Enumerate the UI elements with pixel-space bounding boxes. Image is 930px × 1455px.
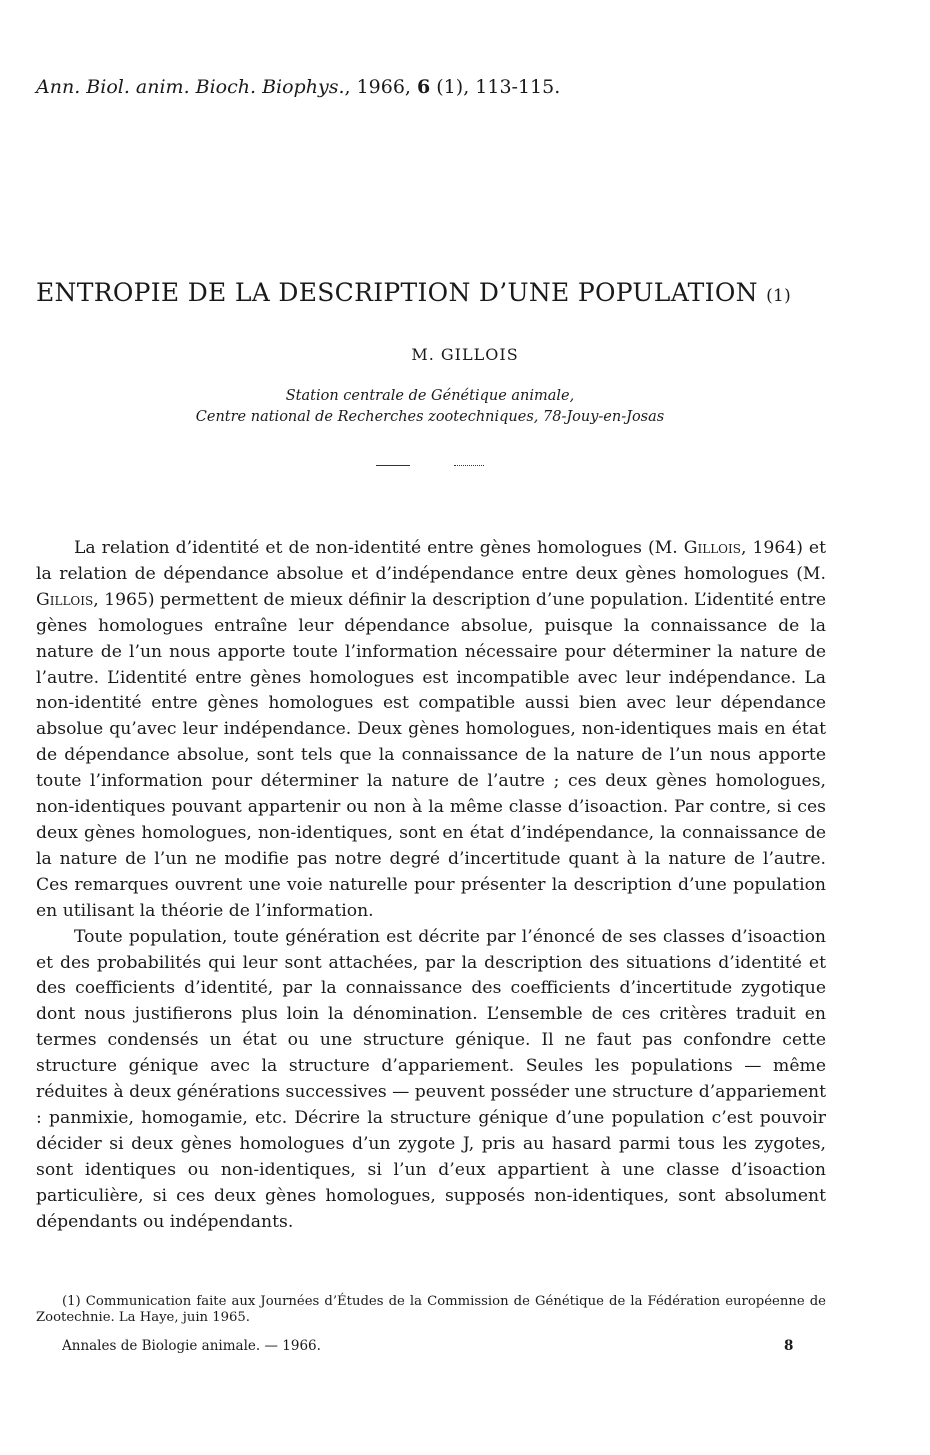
affiliation-line-2: Centre national de Recherches zootechniques, 78-Jouy-en-Josas: [195, 409, 665, 425]
article-body: [36, 536, 826, 1235]
page-number: 8: [784, 1338, 794, 1354]
journal-name: Ann. Biol. anim. Bioch. Biophys.: [36, 76, 345, 98]
paragraph-1: [36, 536, 826, 925]
paragraph-2: Toute population, toute génération est décrite par l’énoncé de ses classes d’isoaction et des probabilités qui leur sont attachées, par la description des situations d’identité et des coefficients d’identité, par la connaissance des coefficients d’incertitude zygotique dont nous justifierons plus loin la dénomination. L’ensemble de ces critères traduit en termes condensés un état ou une structure génique. Il ne faut pas confondre cette structure génique avec la structure d’appariement. Seules les populations — même réduites à deux générations successives — peuvent posséder une structure d’appariement : panmixie, homogamie, etc. Décrire la structure génique d’une population c’est pouvoir décider si deux gènes homologues d’un zygote J, pris au hasard parmi tous les zygotes, sont identiques ou non-identiques, si l’un d’eux appartient à une classe d’isoaction particulière, si ces deux gènes homologues, supposés non-identiques, sont absolument dépendants ou indépendants.: [36, 926, 826, 1232]
p1-text-a: La relation d’identité et de non-identité entre gènes homologues (M.: [74, 538, 684, 558]
article-title: [36, 278, 791, 307]
p1-text-e: , 1965) permettent de mieux définir la description d’une population. L’identité entre gènes homologues entraîne leur dépendance absolue, puisque la connaissance de la nature de l’un nous apporte toute l’information nécessaire pour déterminer la nature de l’autre. L’identité entre gènes homologues est incompatible avec leur indépendance. La non-identité entre gènes homologues est compatible aussi bien avec leur dépendance absolue qu’avec leur indépendance. Deux gènes homologues, non-identiques mais en état de dépendance absolue, sont tels que la connaissance de la nature de l’un nous apporte toute l’information pour déterminer la nature de l’autre ; ces deux gènes homologues, non-identiques pouvant appartenir ou non à la même classe d’isoaction. Par contre, si ces deux gènes homologues, non-identiques, sont en état d’indépendance, la connaissance de la nature de l’un ne modifie pas notre degré d’incertitude quant à la nature de l’autre. Ces remarques ouvrent une voie naturelle pour présenter la description d’une population en utilisant la théorie de l’information.: [36, 589, 827, 921]
title-text: ENTROPIE DE LA DESCRIPTION D’UNE POPULATION: [36, 278, 758, 307]
citation-year: , 1966,: [344, 76, 417, 98]
p1-author-ref-1: Gillois: [683, 538, 741, 558]
affiliation-line-1: Station centrale de Génétique animale,: [285, 388, 575, 404]
journal-citation: [36, 76, 560, 98]
citation-pages: (1), 113-115.: [430, 76, 561, 98]
author-name: M. GILLOIS: [411, 345, 519, 364]
page-footer-journal: Annales de Biologie animale. — 1966.: [62, 1338, 321, 1354]
footnote-marker: (1): [62, 1294, 81, 1309]
separator-rule-right: [454, 465, 484, 467]
title-footnote-marker: (1): [766, 286, 792, 306]
p1-text-c: , 1964) et la relation de dépendance absolue et d’indépendance entre deux gènes homologues (M.: [36, 538, 826, 584]
separator-rule-left: [376, 465, 410, 466]
citation-volume: 6: [417, 76, 431, 98]
p1-author-ref-2: Gillois: [36, 589, 94, 610]
footnote: [36, 1294, 826, 1326]
footnote-text: Communication faite aux Journées d’Études de la Commission de Génétique de la Fédération européenne de Zootechnie. La Haye, juin 1965.: [36, 1294, 826, 1325]
